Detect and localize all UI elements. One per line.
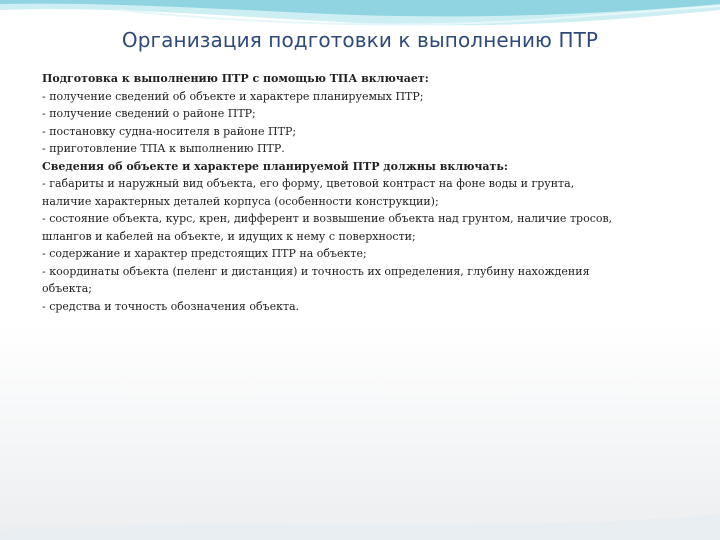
list-item-line: - состояние объекта, курс, крен, дифферент и возвышение объекта над грунтом, наличие тросов, [42, 212, 613, 225]
list-item-line: - координаты объекта (пеленг и дистанция) и точность их определения, глубину нахождения [42, 264, 590, 278]
list-item [42, 298, 707, 316]
list-item: - постановку судна-носителя в районе ПТР; [42, 124, 297, 138]
list-item-line: - габариты и наружный вид объекта, его форму, цветовой контраст на фоне воды и грунта, [42, 177, 575, 190]
heading-preparation: Подготовка к выполнению ПТР с помощью ТПА включает: [42, 72, 429, 85]
list-item: - получение сведений об объекте и характере планируемых ПТР; [42, 89, 424, 103]
list-item [42, 263, 707, 298]
slide-title: Организация подготовки к выполнению ПТР [121, 28, 599, 52]
list-item [42, 245, 707, 263]
bottom-wave-decoration [0, 500, 720, 540]
list-item-continuation: шлангов и кабелей на объекте, и идущих к нему с поверхности; [42, 229, 416, 243]
heading-object-info: Сведения об объекте и характере планируемой ПТР должны включать: [42, 159, 508, 173]
list-item [42, 175, 707, 210]
list-item-line: - средства и точность обозначения объекта. [42, 299, 300, 313]
list-item [42, 210, 707, 245]
list-item: - получение сведений о районе ПТР; [42, 107, 256, 120]
list-item-continuation: наличие характерных деталей корпуса (особенности конструкции); [42, 194, 439, 208]
list-item-continuation: объекта; [42, 282, 92, 295]
list-item-line: - содержание и характер предстоящих ПТР на объекте; [42, 247, 367, 260]
list-item: - приготовление ТПА к выполнению ПТР. [42, 142, 285, 155]
slide-body [42, 70, 707, 315]
